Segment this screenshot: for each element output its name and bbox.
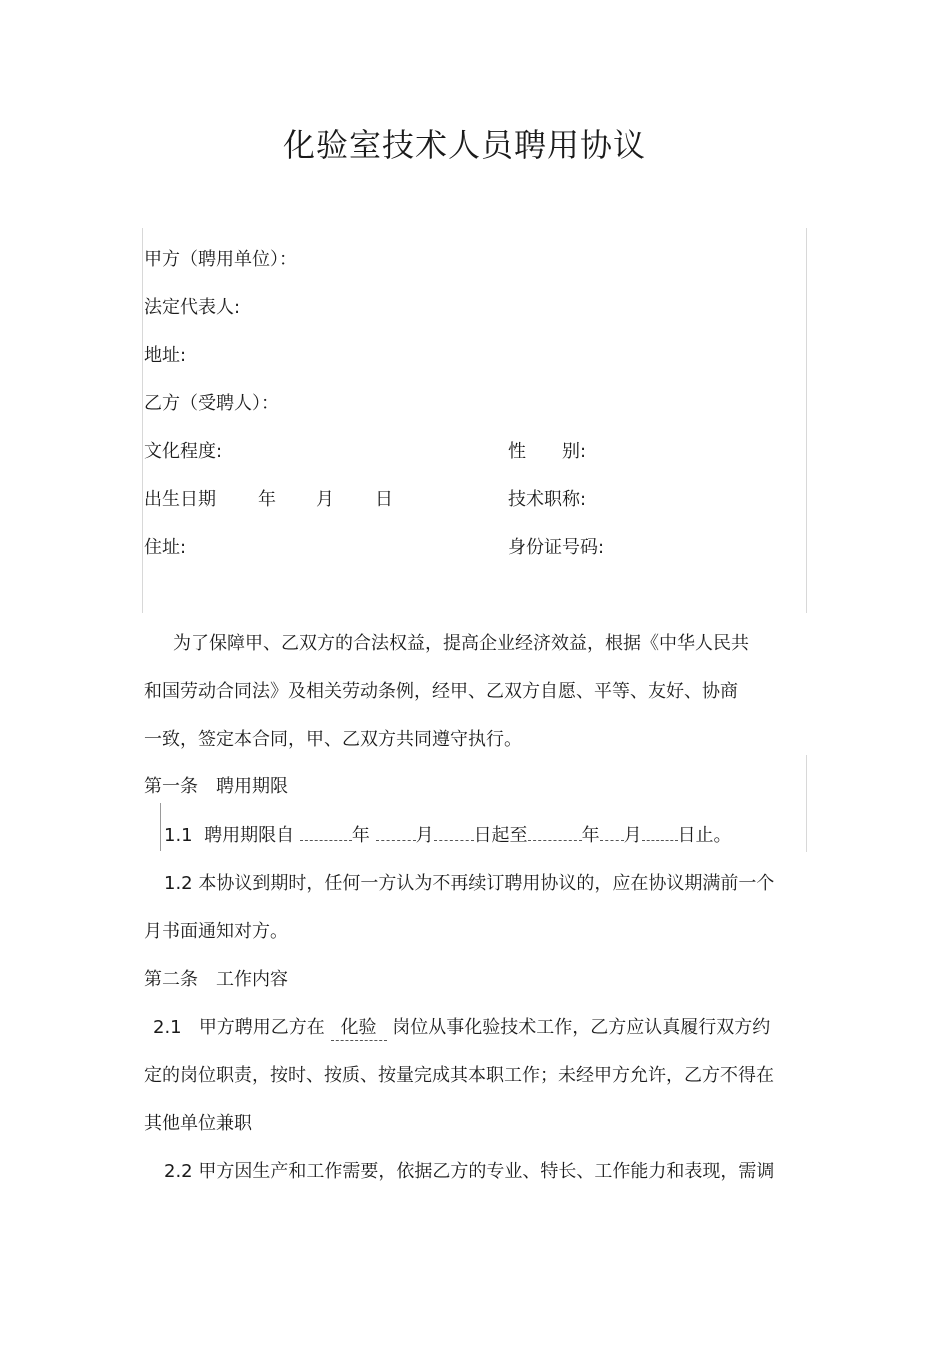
blank-year-start [300, 840, 352, 841]
clause-2-1-line-3: 其他单位兼职 [144, 1113, 252, 1134]
post-blank [331, 1016, 387, 1041]
education-label: 文化程度: [144, 441, 223, 462]
birth-day-label: 日 [375, 489, 393, 510]
party-b-label: 乙方（受聘人）： [144, 393, 279, 414]
blank-day-start [434, 840, 474, 841]
table-border-right-2 [806, 755, 807, 852]
party-a-label: 甲方（聘用单位）： [144, 249, 297, 270]
clause-text: 聘用期限自 [204, 825, 295, 846]
birth-month-label: 月 [316, 489, 334, 510]
address-label: 地址: [144, 345, 187, 366]
clause-text-2: 岗位从事化验技术工作，乙方应认真履行双方约 [392, 1017, 771, 1038]
table-border-left [142, 228, 143, 613]
residence-label: 住址: [144, 537, 187, 558]
preamble-line-2: 和国劳动合同法》及相关劳动条例，经甲、乙双方自愿、平等、友好、协商 [144, 681, 738, 702]
birth-year-label: 年 [258, 489, 276, 510]
year-label: 年 [351, 825, 370, 846]
preamble-line-1: 为了保障甲、乙双方的合法权益，提高企业经济效益，根据《中华人民共 [173, 633, 749, 654]
clause-1-1 [164, 824, 732, 848]
blank-month-start [376, 840, 416, 841]
id-number-label: 身份证号码: [508, 537, 605, 558]
month-label: 月 [415, 825, 434, 846]
legal-rep-label: 法定代表人: [144, 297, 241, 318]
clause-2-2-line-1: 2.2 甲方因生产和工作需要，依据乙方的专业、特长、工作能力和表现，需调 [164, 1161, 775, 1182]
from-to-label: 日起至 [473, 825, 528, 846]
month-label-2: 月 [623, 825, 642, 846]
blank-month-end [600, 840, 624, 841]
clause-2-1-line-1 [153, 1016, 770, 1041]
document-title: 化验室技术人员聘用协议 [283, 126, 647, 164]
clause-number: 1.1 [164, 825, 193, 846]
clause-1-2-line-2: 月书面通知对方。 [144, 921, 288, 942]
clause-number: 2.1 [153, 1017, 182, 1038]
article-1-heading: 第一条 聘用期限 [144, 776, 288, 797]
gender-label: 性 别: [508, 441, 587, 462]
blank-year-end [528, 840, 582, 841]
preamble-line-3: 一致，签定本合同，甲、乙双方共同遵守执行。 [144, 729, 522, 750]
birth-date-label: 出生日期 [144, 489, 216, 510]
table-border-left-2 [160, 803, 161, 851]
year-label-2: 年 [581, 825, 600, 846]
clause-text: 甲方聘用乙方在 [198, 1017, 325, 1038]
article-2-heading: 第二条 工作内容 [144, 969, 288, 990]
end-label: 日止。 [677, 825, 732, 846]
tech-title-label: 技术职称: [508, 489, 587, 510]
clause-2-1-line-2: 定的岗位职责，按时、按质、按量完成其本职工作；未经甲方允许，乙方不得在 [144, 1065, 774, 1086]
blank-day-end [642, 840, 678, 841]
clause-1-2-line-1: 1.2 本协议到期时，任何一方认为不再续订聘用协议的，应在协议期满前一个 [164, 873, 775, 894]
post-value: 化验 [340, 1017, 377, 1038]
table-border-right [806, 228, 807, 613]
